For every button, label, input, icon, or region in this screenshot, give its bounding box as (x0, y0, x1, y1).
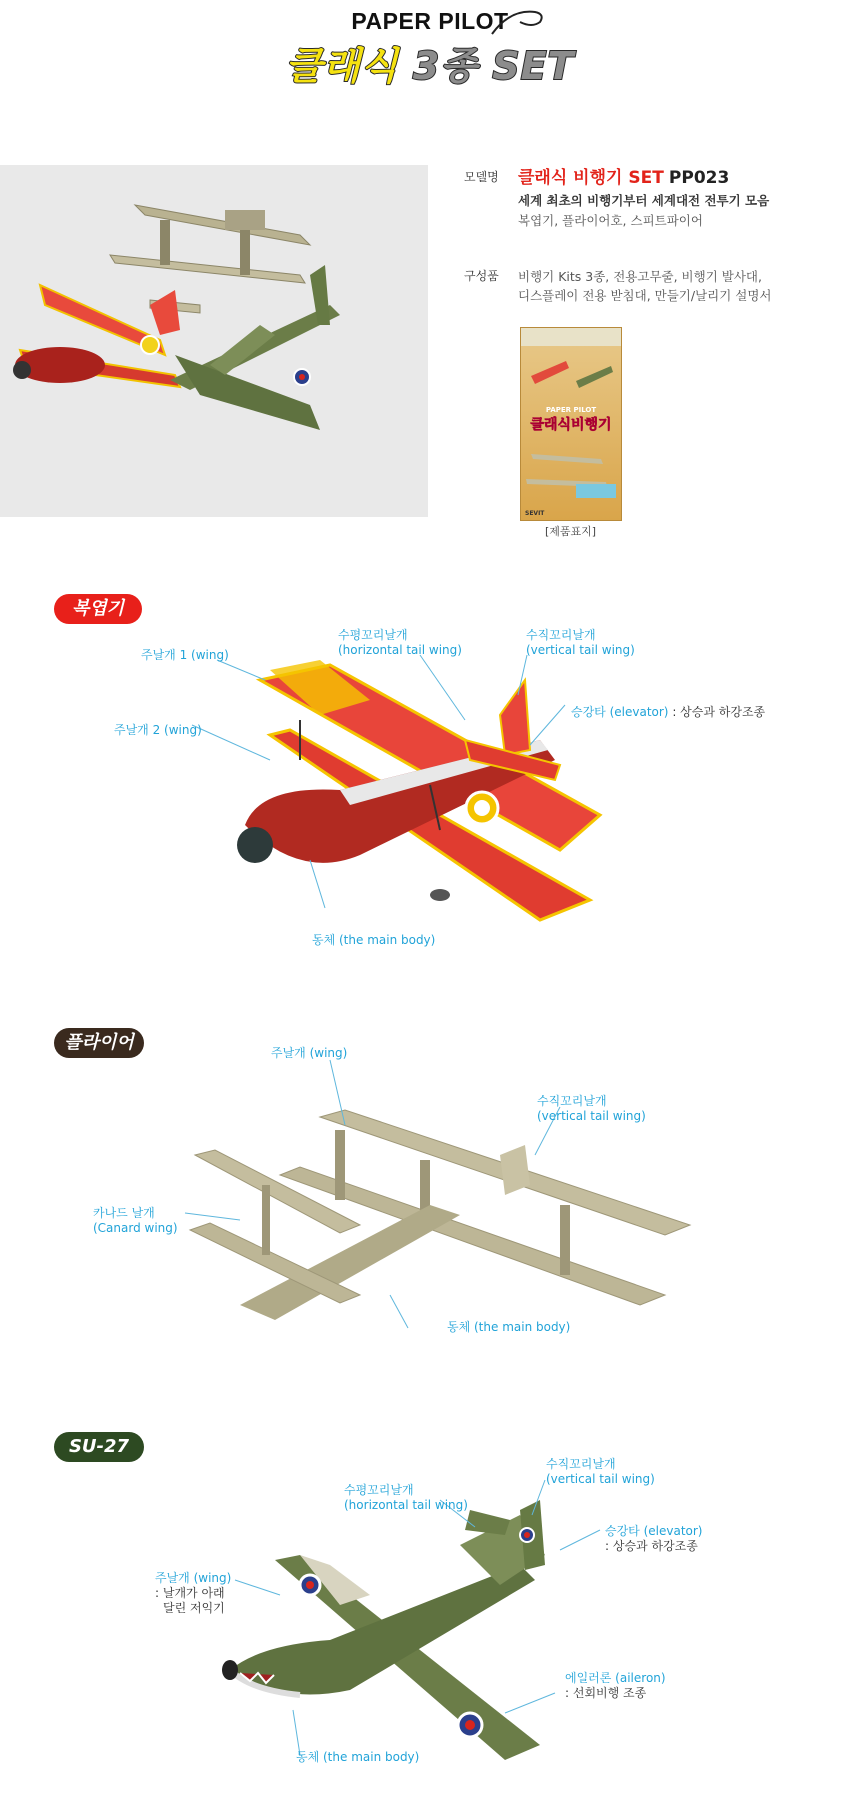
label-su27-horizontal-tail (344, 1483, 468, 1513)
label-su27-wing-desc-2: 달린 저익기 (163, 1601, 225, 1615)
brand-header (0, 8, 860, 90)
label-su27-htail-en: (horizontal tail wing) (344, 1498, 468, 1512)
label-main-body: 동체 (the main body) (312, 933, 436, 947)
product-photo (0, 165, 428, 517)
flyer-plane-image (110, 205, 310, 313)
plane-swoosh-icon (490, 4, 550, 44)
biplane-diagram (0, 620, 860, 940)
label-su27-aileron (565, 1671, 666, 1701)
label-flyer-wing: 주날개 (wing) (271, 1046, 348, 1060)
label-canard-en: (Canard wing) (93, 1221, 178, 1235)
label-su27-body: 동체 (the main body) (296, 1750, 420, 1764)
tagline: 세계 최초의 비행기부터 세계대전 전투기 모음 (518, 193, 770, 208)
section-pill-su27: SU-27 (54, 1432, 144, 1462)
label-su27-vertical-tail (546, 1457, 655, 1487)
label-su27-elevator (605, 1524, 703, 1554)
set-title-rest: 3종 SET (398, 44, 575, 88)
label-su27-elevator-name: 승강타 (elevator) (605, 1524, 703, 1538)
label-elevator-name: 승강타 (elevator) (571, 705, 669, 719)
label-flyer-vertical-tail (537, 1094, 646, 1124)
label-wing-1: 주날개 1 (wing) (141, 648, 229, 662)
model-label: 모델명 (464, 170, 499, 184)
label-vertical-tail (526, 628, 635, 658)
label-wing-2: 주날개 2 (wing) (114, 723, 202, 737)
section-pill-flyer: 플라이어 (54, 1028, 144, 1058)
label-horizontal-tail-ko: 수평꼬리날개 (338, 628, 408, 642)
label-su27-elevator-desc: : 상승과 하강조종 (605, 1539, 698, 1553)
set-title (0, 35, 860, 90)
label-su27-vtail-en: (vertical tail wing) (546, 1472, 655, 1486)
label-su27-aileron-name: 에일러론 (aileron) (565, 1671, 666, 1685)
label-su27-htail-ko: 수평꼬리날개 (344, 1483, 414, 1497)
package-title: 클래식비행기 (530, 417, 612, 433)
label-su27-vtail-ko: 수직꼬리날개 (546, 1457, 616, 1471)
label-elevator (571, 705, 765, 720)
label-flyer-vertical-tail-en: (vertical tail wing) (537, 1109, 646, 1123)
label-flyer-body: 동체 (the main body) (447, 1320, 571, 1334)
label-vertical-tail-en: (vertical tail wing) (526, 643, 635, 657)
brand-logo: PAPER PILOT (351, 8, 509, 34)
label-elevator-desc: : 상승과 하강조종 (672, 705, 766, 719)
components-line-2: 디스플레이 전용 받침대, 만들기/날리기 설명서 (518, 288, 772, 303)
set-title-colored: 클래식 (285, 44, 399, 88)
label-vertical-tail-ko: 수직꼬리날개 (526, 628, 596, 642)
label-su27-wing-desc-1: : 날개가 아래 (155, 1586, 225, 1600)
package-caption: [제품표지] (545, 525, 597, 538)
components-label: 구성품 (464, 269, 499, 283)
label-horizontal-tail (338, 628, 462, 658)
package-brand: PAPER PILOT (545, 406, 597, 414)
label-canard-wing (93, 1206, 178, 1236)
label-su27-wing (155, 1571, 231, 1616)
label-su27-aileron-desc: : 선회비행 조종 (565, 1686, 647, 1700)
label-flyer-vertical-tail-ko: 수직꼬리날개 (537, 1094, 607, 1108)
label-horizontal-tail-en: (horizontal tail wing) (338, 643, 462, 657)
model-code: PP023 (668, 168, 730, 188)
package-maker: SEVIT (525, 510, 545, 517)
model-name: 클래식 비행기 SET (518, 168, 664, 188)
components-line-1: 비행기 Kits 3종, 전용고무줄, 비행기 발사대, (518, 269, 762, 284)
tagline-items: 복엽기, 플라이어호, 스피트파이어 (518, 213, 703, 228)
label-canard-ko: 카나드 날개 (93, 1206, 155, 1220)
package-thumbnail (520, 327, 622, 521)
model-title (518, 163, 729, 188)
label-su27-wing-name: 주날개 (wing) (155, 1571, 232, 1585)
section-pill-biplane: 복엽기 (54, 594, 142, 624)
fighter-image (170, 265, 340, 430)
